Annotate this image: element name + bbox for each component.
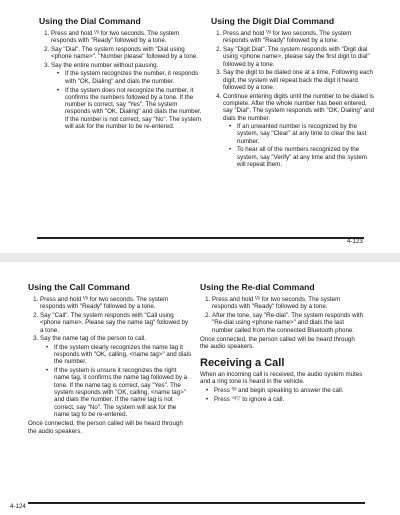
page-number: 4-123 <box>347 238 363 245</box>
step-text: Press and hold <box>212 296 254 303</box>
step-text: Continue entering digits until the number to be dialed is complete. After the whole number has been entered, say "Dial". The system responds with "OK, Dialing" and dials the number. <box>223 92 375 122</box>
steps-list <box>28 296 193 418</box>
step-3 <box>51 62 204 130</box>
closing-text: Once connected, the person called will be heard through the audio speakers. <box>200 335 355 351</box>
step-text: Say the name tag of the person to call. <box>40 335 146 343</box>
bullet-text: to ignore a call. <box>242 395 285 403</box>
step-2: 2. After the tone, say "Re-dial". The system responds with "Re-dial using <phone name>" and dials the last number called from the connected Bluetooth phone. <box>212 312 365 334</box>
step-2: 2. Say "Call". The system responds with "Call using <phone name>. Please say the name tag" followed by a tone. <box>40 312 193 334</box>
phone-talk-icon: ᶠ/ᵍ <box>255 296 260 302</box>
page-number: 4-124 <box>10 503 26 510</box>
steps-list <box>39 30 204 130</box>
section-title: Using the Re-dial Command <box>200 282 315 292</box>
step-2: 2. Say "Digit Dial". The system responds with "Digit dial using <phone name>, please say the first digit to dial" followed by a tone. <box>223 46 376 68</box>
bullet-text: and begin speaking to answer the call. <box>238 387 344 395</box>
step-text: for two seconds. The system responds with "Ready" followed by a tone. <box>51 30 180 45</box>
manual-page-4-123 <box>0 0 400 253</box>
closing-text: Once connected, the person called will be heard through the audio speakers. <box>28 420 183 435</box>
receiving-call-heading: Receiving a Call <box>200 356 285 369</box>
phone-talk-icon: ᶠ/ᵍ <box>231 387 237 394</box>
step-4 <box>223 93 376 168</box>
bullet-item: • To hear all of the numbers recognized by the system, say "Verify" at any time and the system will repeat them. <box>237 146 376 168</box>
bullet-item: • If the system is unsure it recognizes the right name tag, it confirms the name tag followed by a tone. If the name tag is correct, say "Yes". The system responds with "OK, calling, <name tag>" and dials the number. If the name tag is not correct, say "No". The system will ask for the name tag to be re-entered. <box>54 367 193 418</box>
step-1 <box>212 296 365 311</box>
section-intro: When an incoming call is received, the audio system mutes and a ring tone is heard in the vehicle. <box>200 370 363 385</box>
step-text: Press and hold <box>51 30 93 37</box>
step-text: Say the entire number without pausing. <box>51 62 159 70</box>
step-3: 3. Say the digit to be dialed one at a time. Following each digit, the system will repeat back the digit it heard followed by a tone. <box>223 69 376 91</box>
manual-page-4-124 <box>0 262 400 515</box>
bullet-item: • If the system recognizes the number, it responds with "OK, Dialing" and dials the number. <box>65 70 204 85</box>
bullet-item: • If the system does not recognize the number, it confirms the numbers followed by a tone. If the number is correct, say "Yes". The system responds with "OK, Dialing" and dials the number. If the number is not correct, say "No". The system will ask for the number to be re-entered. <box>65 87 204 131</box>
bullet-list <box>200 387 365 403</box>
step-text: for two seconds. The system responds with "Ready" followed by a tone. <box>40 296 169 311</box>
section-title: Using the Dial Command <box>39 16 141 26</box>
bullet-list <box>40 344 193 418</box>
dial-command-section <box>39 16 204 132</box>
steps-list <box>200 296 365 334</box>
steps-list <box>211 30 376 168</box>
step-1 <box>51 30 204 45</box>
bullet-text: Press <box>214 395 230 403</box>
footer-rule <box>37 237 364 239</box>
bullet-item: • If an unwanted number is recognized by the system, say "Clear" at any time to clear the last number. <box>237 123 376 145</box>
section-title: Using the Call Command <box>28 282 130 292</box>
step-text: Press and hold <box>223 30 265 37</box>
section-title: Using the Digit Dial Command <box>211 16 335 26</box>
bullet-list <box>51 70 204 130</box>
digit-dial-section <box>211 16 376 170</box>
call-command-section <box>28 282 193 437</box>
step-text: Press and hold <box>40 296 82 303</box>
bullet-text: Press <box>214 387 230 395</box>
bullet-item: • If the system clearly recognizes the name tag it responds with "OK, calling, <name tag>" and dials the number. <box>54 344 193 366</box>
step-1 <box>40 296 193 311</box>
phone-talk-icon: ᶠ/ᵍ <box>94 30 99 36</box>
bullet-item <box>214 396 365 403</box>
redial-command-section <box>200 282 365 405</box>
step-1 <box>223 30 376 45</box>
footer-rule <box>28 502 365 504</box>
bullet-list <box>223 123 376 168</box>
step-text: for two seconds. The system responds with "Ready" followed by a tone. <box>212 296 341 311</box>
phone-end-mute-icon: ᵚ/▽ <box>231 395 241 402</box>
step-2: 2. Say "Dial". The system responds with "Dial using <phone name>". "Number please" followed by a tone. <box>51 46 204 61</box>
bullet-item <box>214 387 365 394</box>
step-text: for two seconds. The system responds with "Ready" followed by a tone. <box>223 30 352 45</box>
phone-talk-icon: ᶠ/ᵍ <box>83 296 88 302</box>
step-3 <box>40 335 193 418</box>
phone-talk-icon: ᶠ/ᵍ <box>266 30 271 36</box>
